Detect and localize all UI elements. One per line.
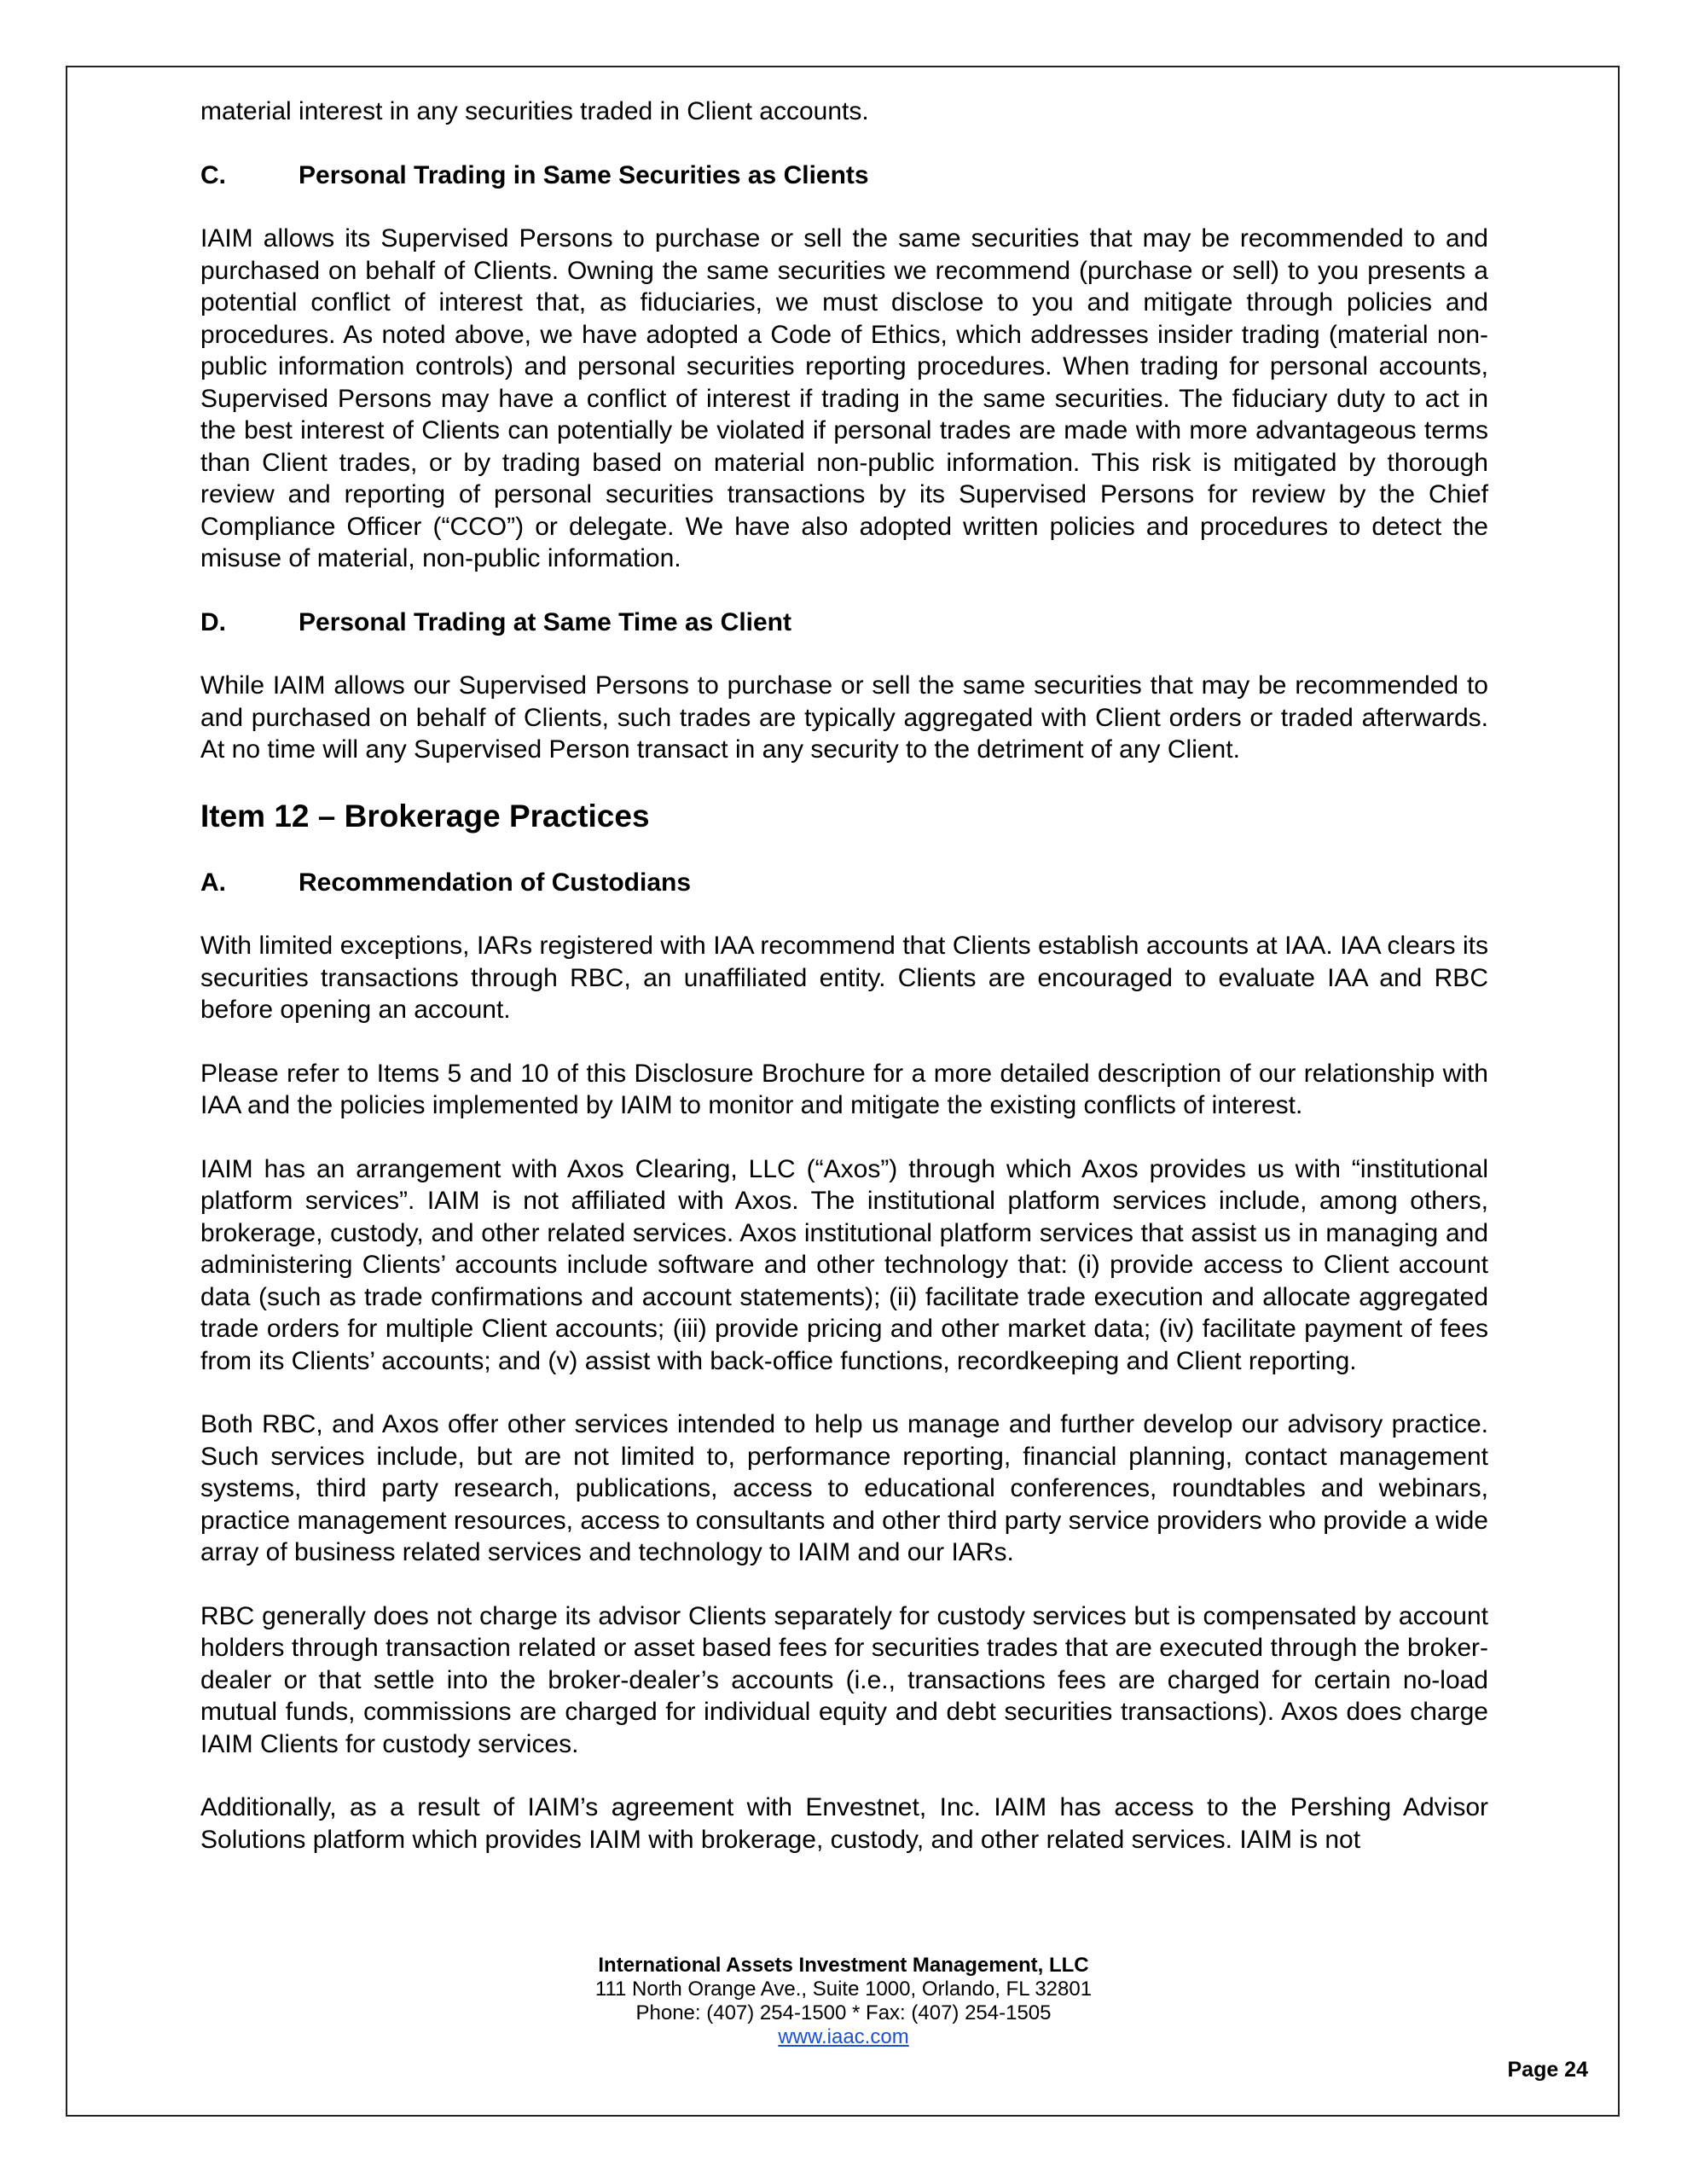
section-c-paragraph: IAIM allows its Supervised Persons to purchase or sell the same securities that may be recommended to and purchased on behalf of Clients. Owning the same securities we recommend (purchase or sell) to you presents a potential conflict of interest that, as fiduciaries, we must disclose to you and mitigate through policies and procedures. As noted above, we have adopted a Code of Ethics, which addresses insider trading (material non-public information controls) and personal securities reporting procedures. When trading for personal accounts, Supervised Persons may have a conflict of interest if trading in the same securities. The fiduciary duty to act in the best interest of Clients can potentially be violated if personal trades are made with more advantageous terms than Client trades, or by trading based on material non-public information. This risk is mitigated by thorough review and reporting of personal securities transactions by its Supervised Persons for review by the Chief Compliance Officer (“CCO”) or delegate. We have also adopted written policies and procedures to detect the misuse of material, non-public information. [200,224,1488,572]
section-d-paragraph: While IAIM allows our Supervised Persons to purchase or sell the same securities that may be recommended to and purchased on behalf of Clients, such trades are typically aggregated with Client orders or traded afterwards. At no time will any Supervised Person transact in any security to the detriment of any Client. [200,671,1488,764]
footer-address: 111 North Orange Ave., Suite 1000, Orlando, FL 32801 [594,1978,1093,2001]
page-number: Page 24 [1507,2058,1588,2082]
item-12-paragraph-4: Both RBC, and Axos offer other services intended to help us manage and further develop our advisory practice. Such services include, but are not limited to, performance reporting, financial planning, contact management systems, third party research, publications, access to educational conferences, roundtables and webinars, practice management resources, access to consultants and other third party service providers who provide a wide array of business related services and technology to IAIM and our IARs. [200,1410,1488,1566]
footer-website-link[interactable]: www.iaac.com [778,2025,909,2048]
intro-line: material interest in any securities traded in Client accounts. [200,97,869,125]
section-d-heading [200,607,1488,639]
item-12-paragraph-1: With limited exceptions, IARs registered with IAA recommend that Clients establish accounts at IAA. IAA clears its securities transactions through RBC, an unaffiliated entity. Clients are encouraged to evaluate IAA and RBC before opening an account. [200,932,1488,1024]
item-12-paragraph-6: Additionally, as a result of IAIM’s agreement with Envestnet, Inc. IAIM has access to the Pershing Advisor Solutions platform which provides IAIM with brokerage, custody, and other related services. IAIM is not [200,1793,1488,1854]
section-a-heading [200,867,1488,899]
document-body [200,96,1488,1856]
item-12-paragraph-5: RBC generally does not charge its advisor Clients separately for custody services but is compensated by account holders through transaction related or asset based fees for securities trades that are executed through the broker-dealer or that settle into the broker-dealer’s accounts (i.e., transactions fees are charged for certain no-load mutual funds, commissions are charged for individual equity and debt securities transactions). Axos does charge IAIM Clients for custody services. [200,1601,1488,1758]
section-a-title: Recommendation of Custodians [299,868,692,897]
footer-firm-name: International Assets Investment Management, LLC [598,1954,1089,1977]
section-c-letter: C. [200,160,226,189]
item-12-heading: Item 12 – Brokerage Practices [200,798,650,834]
section-a-letter: A. [200,868,226,897]
section-d-title: Personal Trading at Same Time as Client [299,607,791,636]
item-12-paragraph-2: Please refer to Items 5 and 10 of this Disclosure Brochure for a more detailed description of our relationship with IAA and the policies implemented by IAIM to monitor and mitigate the existing conflicts of interest. [200,1059,1488,1119]
section-c-heading [200,160,1488,192]
page-footer [0,1954,1687,2049]
section-c-title: Personal Trading in Same Securities as Clients [299,160,869,189]
footer-phone: Phone: (407) 254-1500 * Fax: (407) 254-1505 [635,2001,1052,2024]
section-d-letter: D. [200,607,226,636]
item-12-paragraph-3: IAIM has an arrangement with Axos Clearing, LLC (“Axos”) through which Axos provides us with “institutional platform services”. IAIM is not affiliated with Axos. The institutional platform services include, among others, brokerage, custody, and other related services. Axos institutional platform services that assist us in managing and administering Clients’ accounts include software and other technology that: (i) provide access to Client account data (such as trade confirmations and account statements); (ii) facilitate trade execution and allocate aggregated trade orders for multiple Client accounts; (iii) provide pricing and other market data; (iv) facilitate payment of fees from its Clients’ accounts; and (v) assist with back-office functions, recordkeeping and Client reporting. [200,1154,1488,1375]
